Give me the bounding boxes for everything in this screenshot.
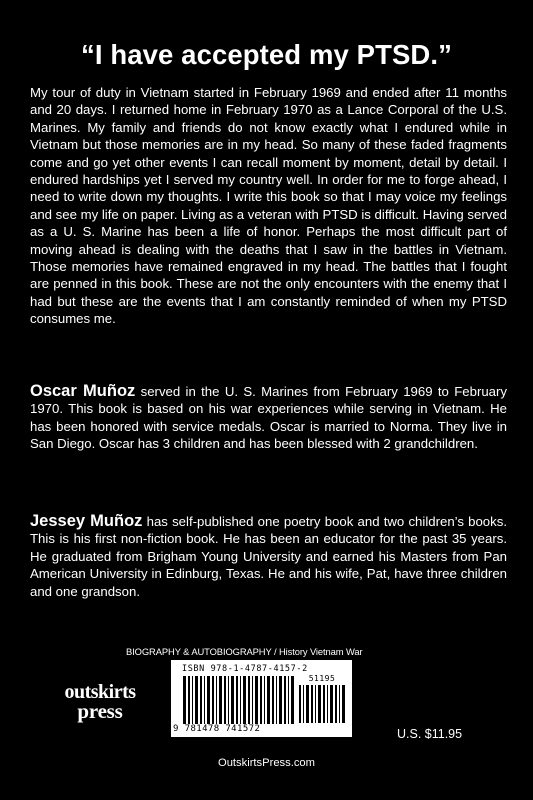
logo-line1: outskirts [64,681,136,703]
isbn-text: ISBN 978-1-4787-4157-2 [182,664,308,674]
bio-jessey [30,513,507,600]
barcode-digits: 9 781478 741572 [173,724,261,734]
bio-name: Oscar Muñoz [30,382,136,400]
barcode-icon [183,676,295,724]
story-text: My tour of duty in Vietnam started in February 1969 and ended after 11 months and 20 days. I returned home in February 1970 as a Lance Corporal of the U.S. Marines. My family and friends do not know exactly what I endured while in Vietnam but those memories are in my head. So many of these faded fragments come and go yet other events I can recall moment by moment, detail by detail. I endured hardships yet I served my country well. In order for me to forge ahead, I need to write down my thoughts. I write this book so that I may voice my feelings and see my life on paper. Living as a veteran with PTSD is difficult. Having served as a U. S. Marine has been a life of honor. Perhaps the most difficult part of moving ahead is dealing with the deaths that I saw in the battles in Vietnam. Those memories have remained engraved in my head. The battles that I fought are penned in this book. These are not the only encounters with the enemy that I had but these are the events that I am constantly reminded of when my PTSD consumes me. [30,85,507,327]
publisher-logo [55,683,145,721]
publisher-website: OutskirtsPress.com [218,757,315,769]
bio-name: Jessey Muñoz [30,512,143,530]
category-label: BIOGRAPHY & AUTOBIOGRAPHY / History Vietnam War [126,646,363,657]
barcode-addon-icon [299,685,345,723]
bio-text: has self-published one poetry book and two children’s books. This is his first non-fiction book. He has been an educator for the past 35 years. He graduated from Brigham Young University and earned his Masters from Pan American University in Edinburg, Texas. He and his wife, Pat, have three children and one grandson. [30,514,507,599]
bio-text: served in the U. S. Marines from February 1969 to February 1970. This book is based on his war experiences while serving in Vietnam. He has been honored with service medals. Oscar is married to Norma. They live in San Diego. Oscar has 3 children and has been blessed with 2 grandchildren. [30,384,507,452]
barcode-box [171,660,352,737]
bio-oscar [30,383,507,453]
logo-line2: press [77,699,123,723]
price-label: U.S. $11.95 [397,727,463,741]
barcode-addon-digits: 51195 [308,674,336,683]
headline: “I have accepted my PTSD.” [81,39,452,70]
